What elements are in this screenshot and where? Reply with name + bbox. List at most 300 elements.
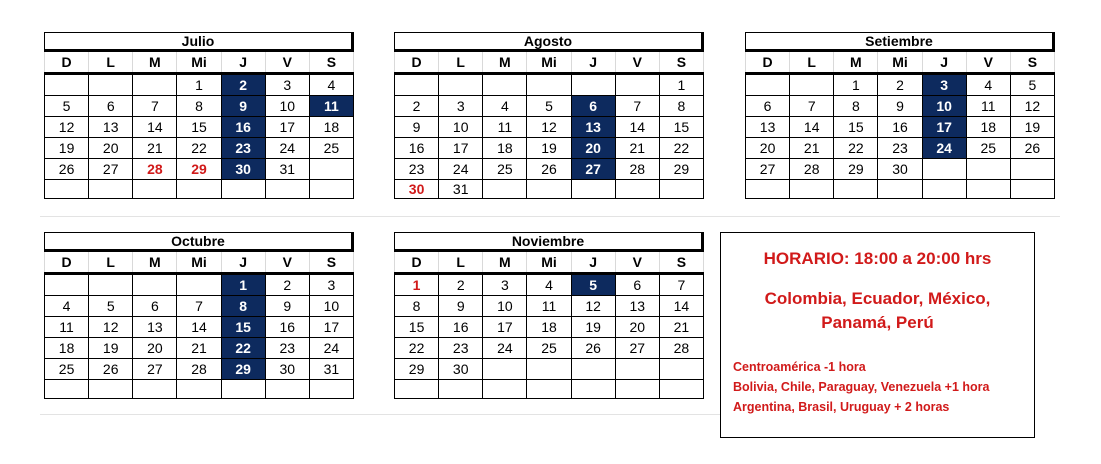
day-cell: 23 bbox=[439, 338, 483, 359]
day-cell: 12 bbox=[45, 117, 89, 138]
schedule-countries: Colombia, Ecuador, México, Panamá, Perú bbox=[764, 289, 991, 332]
day-cell: 23 bbox=[878, 138, 922, 159]
day-cell: 19 bbox=[89, 338, 133, 359]
day-cell: 10 bbox=[309, 296, 353, 317]
day-cell: 13 bbox=[615, 296, 659, 317]
weekday-header: L bbox=[439, 52, 483, 74]
day-cell: 29 bbox=[177, 159, 221, 180]
weekday-header: D bbox=[395, 52, 439, 74]
day-cell: 22 bbox=[395, 338, 439, 359]
day-cell: 5 bbox=[45, 96, 89, 117]
week-row bbox=[395, 138, 704, 159]
schedule-hours: HORARIO: 18:00 a 20:00 hrs bbox=[763, 249, 992, 268]
month-noviembre bbox=[394, 232, 704, 399]
day-cell: 8 bbox=[177, 96, 221, 117]
day-cell: 1 bbox=[177, 74, 221, 96]
weekday-header: M bbox=[133, 52, 177, 74]
weekday-header: L bbox=[439, 252, 483, 274]
month-agosto bbox=[394, 32, 704, 199]
day-cell: 13 bbox=[133, 317, 177, 338]
day-cell: 26 bbox=[45, 159, 89, 180]
week-row bbox=[395, 159, 704, 180]
weekday-header: S bbox=[659, 252, 703, 274]
day-cell bbox=[89, 180, 133, 199]
week-row bbox=[45, 180, 354, 199]
day-cell: 4 bbox=[483, 96, 527, 117]
day-cell bbox=[133, 74, 177, 96]
day-cell bbox=[483, 359, 527, 380]
calendar-table bbox=[394, 52, 704, 199]
week-row bbox=[45, 96, 354, 117]
day-cell bbox=[221, 380, 265, 399]
day-cell: 16 bbox=[265, 317, 309, 338]
day-cell: 16 bbox=[395, 138, 439, 159]
day-cell: 15 bbox=[221, 317, 265, 338]
day-cell bbox=[659, 359, 703, 380]
weekday-header: D bbox=[746, 52, 790, 74]
weekday-header: J bbox=[922, 52, 966, 74]
day-cell: 8 bbox=[834, 96, 878, 117]
day-cell: 18 bbox=[966, 117, 1010, 138]
day-cell: 24 bbox=[483, 338, 527, 359]
day-cell: 11 bbox=[45, 317, 89, 338]
day-cell bbox=[659, 380, 703, 399]
weekday-header: V bbox=[265, 52, 309, 74]
day-cell: 6 bbox=[615, 274, 659, 296]
day-cell bbox=[89, 74, 133, 96]
timezone-note: Centroamérica -1 hora bbox=[733, 360, 866, 374]
day-cell: 23 bbox=[265, 338, 309, 359]
weekday-header: S bbox=[659, 52, 703, 74]
day-cell: 19 bbox=[571, 317, 615, 338]
day-cell: 22 bbox=[834, 138, 878, 159]
day-cell: 29 bbox=[659, 159, 703, 180]
day-cell: 6 bbox=[571, 96, 615, 117]
day-cell bbox=[615, 380, 659, 399]
day-cell: 8 bbox=[659, 96, 703, 117]
day-cell: 3 bbox=[439, 96, 483, 117]
week-row bbox=[45, 317, 354, 338]
day-cell: 20 bbox=[746, 138, 790, 159]
day-cell: 25 bbox=[309, 138, 353, 159]
weekday-header: D bbox=[45, 52, 89, 74]
day-cell: 2 bbox=[221, 74, 265, 96]
weekday-header: S bbox=[1010, 52, 1054, 74]
weekday-header: Mi bbox=[527, 52, 571, 74]
day-cell: 2 bbox=[878, 74, 922, 96]
day-cell: 28 bbox=[177, 359, 221, 380]
day-cell: 14 bbox=[177, 317, 221, 338]
week-row bbox=[395, 96, 704, 117]
day-cell bbox=[483, 74, 527, 96]
day-cell: 30 bbox=[265, 359, 309, 380]
day-cell: 24 bbox=[922, 138, 966, 159]
weekday-header: L bbox=[790, 52, 834, 74]
day-cell: 26 bbox=[571, 338, 615, 359]
calendar-table bbox=[745, 52, 1055, 199]
weekday-header-row bbox=[395, 52, 704, 74]
week-row bbox=[746, 159, 1055, 180]
calendar-table bbox=[44, 52, 354, 199]
weekday-header: S bbox=[309, 252, 353, 274]
day-cell: 18 bbox=[309, 117, 353, 138]
weekday-header-row bbox=[395, 252, 704, 274]
day-cell: 2 bbox=[265, 274, 309, 296]
day-cell bbox=[177, 380, 221, 399]
day-cell: 30 bbox=[221, 159, 265, 180]
week-row bbox=[395, 380, 704, 399]
day-cell bbox=[309, 159, 353, 180]
week-row bbox=[395, 296, 704, 317]
week-row bbox=[395, 117, 704, 138]
day-cell: 17 bbox=[309, 317, 353, 338]
day-cell: 9 bbox=[265, 296, 309, 317]
day-cell: 17 bbox=[922, 117, 966, 138]
day-cell: 16 bbox=[439, 317, 483, 338]
day-cell: 17 bbox=[265, 117, 309, 138]
day-cell bbox=[89, 380, 133, 399]
day-cell: 9 bbox=[395, 117, 439, 138]
day-cell: 29 bbox=[834, 159, 878, 180]
week-row bbox=[395, 274, 704, 296]
timezone-note: Bolivia, Chile, Paraguay, Venezuela +1 hora bbox=[733, 380, 990, 394]
week-row bbox=[45, 359, 354, 380]
week-row bbox=[45, 380, 354, 399]
weekday-header-row bbox=[45, 52, 354, 74]
day-cell: 21 bbox=[790, 138, 834, 159]
day-cell: 31 bbox=[439, 180, 483, 199]
day-cell: 20 bbox=[615, 317, 659, 338]
day-cell: 7 bbox=[790, 96, 834, 117]
day-cell: 1 bbox=[395, 274, 439, 296]
day-cell: 30 bbox=[878, 159, 922, 180]
month-title: Octubre bbox=[44, 232, 354, 252]
day-cell: 1 bbox=[659, 74, 703, 96]
day-cell: 8 bbox=[221, 296, 265, 317]
week-row bbox=[395, 317, 704, 338]
weekday-header: M bbox=[834, 52, 878, 74]
day-cell: 21 bbox=[659, 317, 703, 338]
day-cell: 20 bbox=[571, 138, 615, 159]
weekday-header: V bbox=[966, 52, 1010, 74]
day-cell: 15 bbox=[177, 117, 221, 138]
day-cell: 14 bbox=[133, 117, 177, 138]
day-cell: 26 bbox=[89, 359, 133, 380]
day-cell: 19 bbox=[45, 138, 89, 159]
day-cell bbox=[527, 180, 571, 199]
day-cell bbox=[571, 380, 615, 399]
day-cell: 12 bbox=[89, 317, 133, 338]
day-cell: 21 bbox=[177, 338, 221, 359]
day-cell: 17 bbox=[439, 138, 483, 159]
week-row bbox=[395, 180, 704, 199]
day-cell: 1 bbox=[834, 74, 878, 96]
weekday-header-row bbox=[746, 52, 1055, 74]
day-cell: 27 bbox=[571, 159, 615, 180]
day-cell: 6 bbox=[133, 296, 177, 317]
day-cell: 31 bbox=[309, 359, 353, 380]
weekday-header: J bbox=[571, 252, 615, 274]
day-cell bbox=[527, 74, 571, 96]
day-cell bbox=[966, 159, 1010, 180]
day-cell bbox=[1010, 180, 1054, 199]
day-cell: 10 bbox=[439, 117, 483, 138]
day-cell: 19 bbox=[527, 138, 571, 159]
week-row bbox=[746, 138, 1055, 159]
day-cell bbox=[527, 359, 571, 380]
day-cell bbox=[45, 74, 89, 96]
day-cell: 5 bbox=[527, 96, 571, 117]
day-cell: 11 bbox=[483, 117, 527, 138]
weekday-header: V bbox=[615, 252, 659, 274]
day-cell: 28 bbox=[615, 159, 659, 180]
day-cell: 28 bbox=[133, 159, 177, 180]
day-cell bbox=[834, 180, 878, 199]
day-cell bbox=[615, 180, 659, 199]
day-cell: 22 bbox=[177, 138, 221, 159]
gridline bbox=[40, 414, 720, 415]
day-cell: 9 bbox=[439, 296, 483, 317]
day-cell bbox=[45, 380, 89, 399]
day-cell: 28 bbox=[659, 338, 703, 359]
weekday-header: D bbox=[395, 252, 439, 274]
day-cell: 2 bbox=[439, 274, 483, 296]
week-row bbox=[45, 159, 354, 180]
day-cell: 24 bbox=[309, 338, 353, 359]
day-cell bbox=[89, 274, 133, 296]
weekday-header: V bbox=[265, 252, 309, 274]
day-cell bbox=[483, 380, 527, 399]
week-row bbox=[395, 74, 704, 96]
day-cell bbox=[966, 180, 1010, 199]
day-cell: 3 bbox=[922, 74, 966, 96]
week-row bbox=[746, 180, 1055, 199]
weekday-header: J bbox=[571, 52, 615, 74]
day-cell: 30 bbox=[395, 180, 439, 199]
week-row bbox=[45, 338, 354, 359]
day-cell: 15 bbox=[834, 117, 878, 138]
day-cell bbox=[395, 74, 439, 96]
day-cell: 23 bbox=[395, 159, 439, 180]
day-cell: 27 bbox=[615, 338, 659, 359]
day-cell: 22 bbox=[659, 138, 703, 159]
timezone-note: Argentina, Brasil, Uruguay + 2 horas bbox=[733, 400, 950, 414]
day-cell: 28 bbox=[790, 159, 834, 180]
day-cell bbox=[878, 180, 922, 199]
weekday-header: J bbox=[221, 252, 265, 274]
week-row bbox=[45, 138, 354, 159]
day-cell: 15 bbox=[659, 117, 703, 138]
day-cell: 4 bbox=[966, 74, 1010, 96]
day-cell bbox=[177, 180, 221, 199]
day-cell bbox=[133, 380, 177, 399]
day-cell: 10 bbox=[483, 296, 527, 317]
weekday-header: Mi bbox=[527, 252, 571, 274]
day-cell: 24 bbox=[265, 138, 309, 159]
day-cell: 12 bbox=[1010, 96, 1054, 117]
calendar-table bbox=[394, 252, 704, 399]
day-cell bbox=[1010, 159, 1054, 180]
day-cell: 22 bbox=[221, 338, 265, 359]
day-cell bbox=[439, 380, 483, 399]
day-cell bbox=[395, 380, 439, 399]
day-cell: 7 bbox=[133, 96, 177, 117]
day-cell: 21 bbox=[615, 138, 659, 159]
day-cell: 25 bbox=[45, 359, 89, 380]
week-row bbox=[746, 117, 1055, 138]
day-cell: 12 bbox=[571, 296, 615, 317]
week-row bbox=[45, 117, 354, 138]
day-cell: 4 bbox=[309, 74, 353, 96]
day-cell: 3 bbox=[483, 274, 527, 296]
day-cell: 13 bbox=[571, 117, 615, 138]
day-cell: 12 bbox=[527, 117, 571, 138]
day-cell bbox=[922, 159, 966, 180]
week-row bbox=[395, 338, 704, 359]
day-cell bbox=[265, 180, 309, 199]
day-cell: 27 bbox=[746, 159, 790, 180]
weekday-header: M bbox=[483, 252, 527, 274]
day-cell bbox=[483, 180, 527, 199]
day-cell: 1 bbox=[221, 274, 265, 296]
day-cell: 2 bbox=[395, 96, 439, 117]
day-cell: 10 bbox=[265, 96, 309, 117]
weekday-header: L bbox=[89, 252, 133, 274]
gridline bbox=[40, 216, 1060, 217]
day-cell: 11 bbox=[966, 96, 1010, 117]
day-cell: 31 bbox=[265, 159, 309, 180]
day-cell: 18 bbox=[483, 138, 527, 159]
day-cell bbox=[790, 74, 834, 96]
day-cell: 30 bbox=[439, 359, 483, 380]
weekday-header-row bbox=[45, 252, 354, 274]
day-cell bbox=[45, 274, 89, 296]
day-cell bbox=[922, 180, 966, 199]
week-row bbox=[45, 74, 354, 96]
month-title: Noviembre bbox=[394, 232, 704, 252]
day-cell: 21 bbox=[133, 138, 177, 159]
day-cell: 4 bbox=[527, 274, 571, 296]
day-cell: 26 bbox=[1010, 138, 1054, 159]
day-cell bbox=[790, 180, 834, 199]
month-octubre bbox=[44, 232, 354, 399]
day-cell: 9 bbox=[221, 96, 265, 117]
weekday-header: L bbox=[89, 52, 133, 74]
weekday-header: V bbox=[615, 52, 659, 74]
day-cell bbox=[571, 180, 615, 199]
day-cell: 14 bbox=[790, 117, 834, 138]
day-cell: 9 bbox=[878, 96, 922, 117]
month-title: Setiembre bbox=[745, 32, 1055, 52]
day-cell bbox=[309, 180, 353, 199]
day-cell: 7 bbox=[177, 296, 221, 317]
month-setiembre bbox=[745, 32, 1055, 199]
day-cell: 3 bbox=[265, 74, 309, 96]
day-cell: 11 bbox=[309, 96, 353, 117]
day-cell: 5 bbox=[89, 296, 133, 317]
month-title: Agosto bbox=[394, 32, 704, 52]
weekday-header: Mi bbox=[177, 252, 221, 274]
day-cell: 17 bbox=[483, 317, 527, 338]
day-cell: 13 bbox=[746, 117, 790, 138]
day-cell: 20 bbox=[89, 138, 133, 159]
week-row bbox=[45, 296, 354, 317]
day-cell: 3 bbox=[309, 274, 353, 296]
day-cell: 20 bbox=[133, 338, 177, 359]
weekday-header: Mi bbox=[878, 52, 922, 74]
calendar-table bbox=[44, 252, 354, 399]
day-cell: 25 bbox=[483, 159, 527, 180]
day-cell: 8 bbox=[395, 296, 439, 317]
day-cell: 6 bbox=[89, 96, 133, 117]
day-cell: 29 bbox=[221, 359, 265, 380]
day-cell bbox=[527, 380, 571, 399]
day-cell: 18 bbox=[527, 317, 571, 338]
day-cell bbox=[221, 180, 265, 199]
day-cell: 5 bbox=[571, 274, 615, 296]
day-cell: 27 bbox=[133, 359, 177, 380]
day-cell: 13 bbox=[89, 117, 133, 138]
day-cell: 14 bbox=[659, 296, 703, 317]
day-cell: 5 bbox=[1010, 74, 1054, 96]
day-cell: 27 bbox=[89, 159, 133, 180]
day-cell: 18 bbox=[45, 338, 89, 359]
day-cell bbox=[659, 180, 703, 199]
day-cell bbox=[746, 74, 790, 96]
day-cell bbox=[177, 274, 221, 296]
day-cell: 16 bbox=[221, 117, 265, 138]
day-cell bbox=[309, 380, 353, 399]
day-cell bbox=[133, 180, 177, 199]
day-cell: 23 bbox=[221, 138, 265, 159]
week-row bbox=[45, 274, 354, 296]
week-row bbox=[746, 74, 1055, 96]
day-cell: 15 bbox=[395, 317, 439, 338]
day-cell: 26 bbox=[527, 159, 571, 180]
day-cell bbox=[571, 74, 615, 96]
day-cell: 7 bbox=[615, 96, 659, 117]
day-cell bbox=[45, 180, 89, 199]
day-cell: 11 bbox=[527, 296, 571, 317]
day-cell bbox=[133, 274, 177, 296]
weekday-header: M bbox=[133, 252, 177, 274]
day-cell: 6 bbox=[746, 96, 790, 117]
schedule-info-box bbox=[720, 232, 1035, 438]
day-cell: 24 bbox=[439, 159, 483, 180]
day-cell bbox=[439, 74, 483, 96]
day-cell: 14 bbox=[615, 117, 659, 138]
weekday-header: M bbox=[483, 52, 527, 74]
day-cell bbox=[746, 180, 790, 199]
week-row bbox=[395, 359, 704, 380]
weekday-header: S bbox=[309, 52, 353, 74]
weekday-header: J bbox=[221, 52, 265, 74]
day-cell bbox=[615, 359, 659, 380]
timezone-notes bbox=[721, 357, 1034, 417]
weekday-header: Mi bbox=[177, 52, 221, 74]
week-row bbox=[746, 96, 1055, 117]
day-cell bbox=[571, 359, 615, 380]
day-cell: 25 bbox=[527, 338, 571, 359]
day-cell bbox=[265, 380, 309, 399]
day-cell: 19 bbox=[1010, 117, 1054, 138]
day-cell: 25 bbox=[966, 138, 1010, 159]
day-cell bbox=[615, 74, 659, 96]
day-cell: 7 bbox=[659, 274, 703, 296]
day-cell: 10 bbox=[922, 96, 966, 117]
month-title: Julio bbox=[44, 32, 354, 52]
day-cell: 4 bbox=[45, 296, 89, 317]
